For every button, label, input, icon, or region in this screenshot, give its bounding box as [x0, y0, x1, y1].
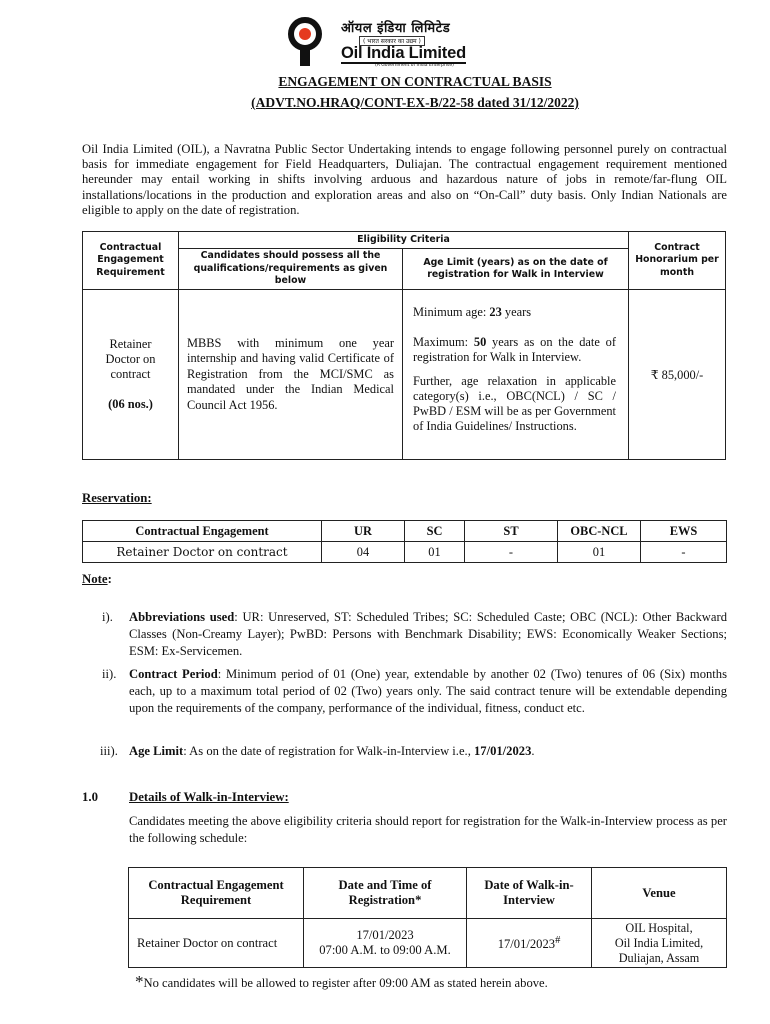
oil-drop-logo-icon — [283, 16, 335, 68]
age-maximum: Maximum: 50 years as on the date of registration for Walk in Interview. — [413, 335, 616, 364]
sched-requirement: Retainer Doctor on contract — [129, 919, 304, 968]
schedule-table — [128, 867, 727, 968]
note-item-abbreviations: i). Abbreviations used: UR: Unreserved, ST: Scheduled Tribes; SC: Scheduled Caste; OBC (NCL): Other Backward Classes (Non-Creamy Layer); PwBD: Persons with Benchmark Disability; EWS: Economically Weaker Sections; ESM: Ex-Servicemen. — [102, 610, 727, 658]
eligibility-table — [82, 231, 726, 460]
age-limit-cell — [403, 290, 629, 460]
reservation-row — [83, 542, 727, 563]
note-heading: Note: — [82, 572, 112, 586]
res-col-ur: UR — [322, 521, 405, 542]
footnote: *No candidates will be allowed to register after 09:00 AM as stated herein above. — [135, 972, 548, 991]
doc-title: ENGAGEMENT ON CONTRACTUAL BASIS — [278, 74, 552, 89]
honorarium-amount: ₹ 85,000/- — [629, 290, 726, 460]
requirement-cell — [83, 290, 179, 460]
company-name-hindi: ऑयल इंडिया लिमिटेड — [341, 21, 451, 36]
sched-venue — [592, 919, 727, 968]
oil-india-logo — [283, 16, 493, 68]
note-item-contract-period: ii). Contract Period: Minimum period of 01 (One) year, extendable by another 02 (Two) tenures of 06 (Six) months each, up to a maximum total period of 02 (Two) years only. The said contract tenure will be extendable depending upon the requirements of the company, performance of the individual, fitness, conduct etc. — [102, 667, 727, 715]
schedule-header-row — [129, 868, 727, 919]
tagline-hindi: ( भारत सरकार का उद्यम ) — [359, 36, 425, 46]
header-age-limit: Age Limit (years) as on the date of registration for Walk in Interview — [403, 249, 629, 290]
requirement-count: (06 nos.) — [108, 397, 153, 411]
section-number: 1.0 — [82, 790, 98, 804]
header-requirement: Contractual Engagement Requirement — [83, 232, 179, 290]
res-ur: 04 — [322, 542, 405, 563]
sched-reg-date: 17/01/2023 — [356, 928, 414, 942]
advt-number: (ADVT.NO.HRAQ/CONT-EX-B/22-58 dated 31/12/2022) — [251, 95, 579, 110]
venue-line-3: Duliajan, Assam — [618, 950, 700, 965]
res-col-sc: SC — [405, 521, 465, 542]
age-relaxation: Further, age relaxation in applicable category(s) i.e., OBC(NCL) / SC / PwBD / ESM will be as per Government of India Guidelines/ Instructions. — [413, 374, 616, 433]
res-col-ews: EWS — [641, 521, 727, 542]
section-heading: Details of Walk-in-Interview: — [129, 790, 289, 804]
reservation-header-row — [83, 521, 727, 542]
sched-col-interview: Date of Walk-in-Interview — [467, 868, 592, 919]
res-ews: - — [641, 542, 727, 563]
sched-registration — [304, 919, 467, 968]
sched-interview-date: 17/01/2023# — [467, 919, 592, 968]
reservation-heading: Reservation: — [82, 491, 152, 505]
schedule-row — [129, 919, 727, 968]
header-honorarium: Contract Honorarium per month — [629, 232, 726, 290]
reservation-table — [82, 520, 727, 563]
sched-col-requirement: Contractual Engagement Requirement — [129, 868, 304, 919]
qualification-cell: MBBS with minimum one year internship and having valid Certificate of Registration from the MCI/SMC as mandated under the Indian Medical Council Act 1956. — [179, 290, 403, 460]
section-text: Candidates meeting the above eligibility criteria should report for registration for the Walk-in-Interview process as per the following schedule: — [129, 814, 727, 845]
res-sc: 01 — [405, 542, 465, 563]
header-qualifications: Candidates should possess all the qualifications/requirements as given below — [179, 249, 403, 290]
company-name: Oil India Limited — [341, 44, 466, 62]
sched-reg-time: 07:00 A.M. to 09:00 A.M. — [319, 943, 451, 957]
res-col-st: ST — [465, 521, 558, 542]
res-col-obc-ncl: OBC-NCL — [558, 521, 641, 542]
intro-paragraph: Oil India Limited (OIL), a Navratna Public Sector Undertaking intends to engage following personnel purely on contractual basis for immediate engagement for Field Headquarters, Duliajan. The contractual engagement requirement mentioned hereunder may entail working in shifts involving arduous and hazardous nature of jobs in remote/far-flung OIL installations/locations in the production and exploration areas and also on “On-Call” duty basis. Only Indian Nationals are eligible to apply on the date of registration. — [82, 142, 727, 217]
note-item-age-limit: iii). Age Limit: As on the date of registration for Walk-in-Interview i.e., 17/01/2023. — [100, 744, 535, 758]
sched-col-venue: Venue — [592, 868, 727, 919]
res-st: - — [465, 542, 558, 563]
requirement-name: Retainer Doctor on contract — [105, 337, 156, 381]
venue-line-1: OIL Hospital, — [625, 920, 693, 935]
res-col-engagement: Contractual Engagement — [83, 521, 322, 542]
age-minimum: Minimum age: 23 years — [413, 305, 532, 319]
sched-col-registration: Date and Time of Registration* — [304, 868, 467, 919]
res-engagement: Retainer Doctor on contract — [83, 542, 322, 563]
venue-line-2: Oil India Limited, — [614, 935, 704, 950]
header-eligibility: Eligibility Criteria — [179, 232, 629, 249]
res-obc-ncl: 01 — [558, 542, 641, 563]
gov-enterprise-note: (A Government of India Enterprise) — [375, 63, 454, 68]
